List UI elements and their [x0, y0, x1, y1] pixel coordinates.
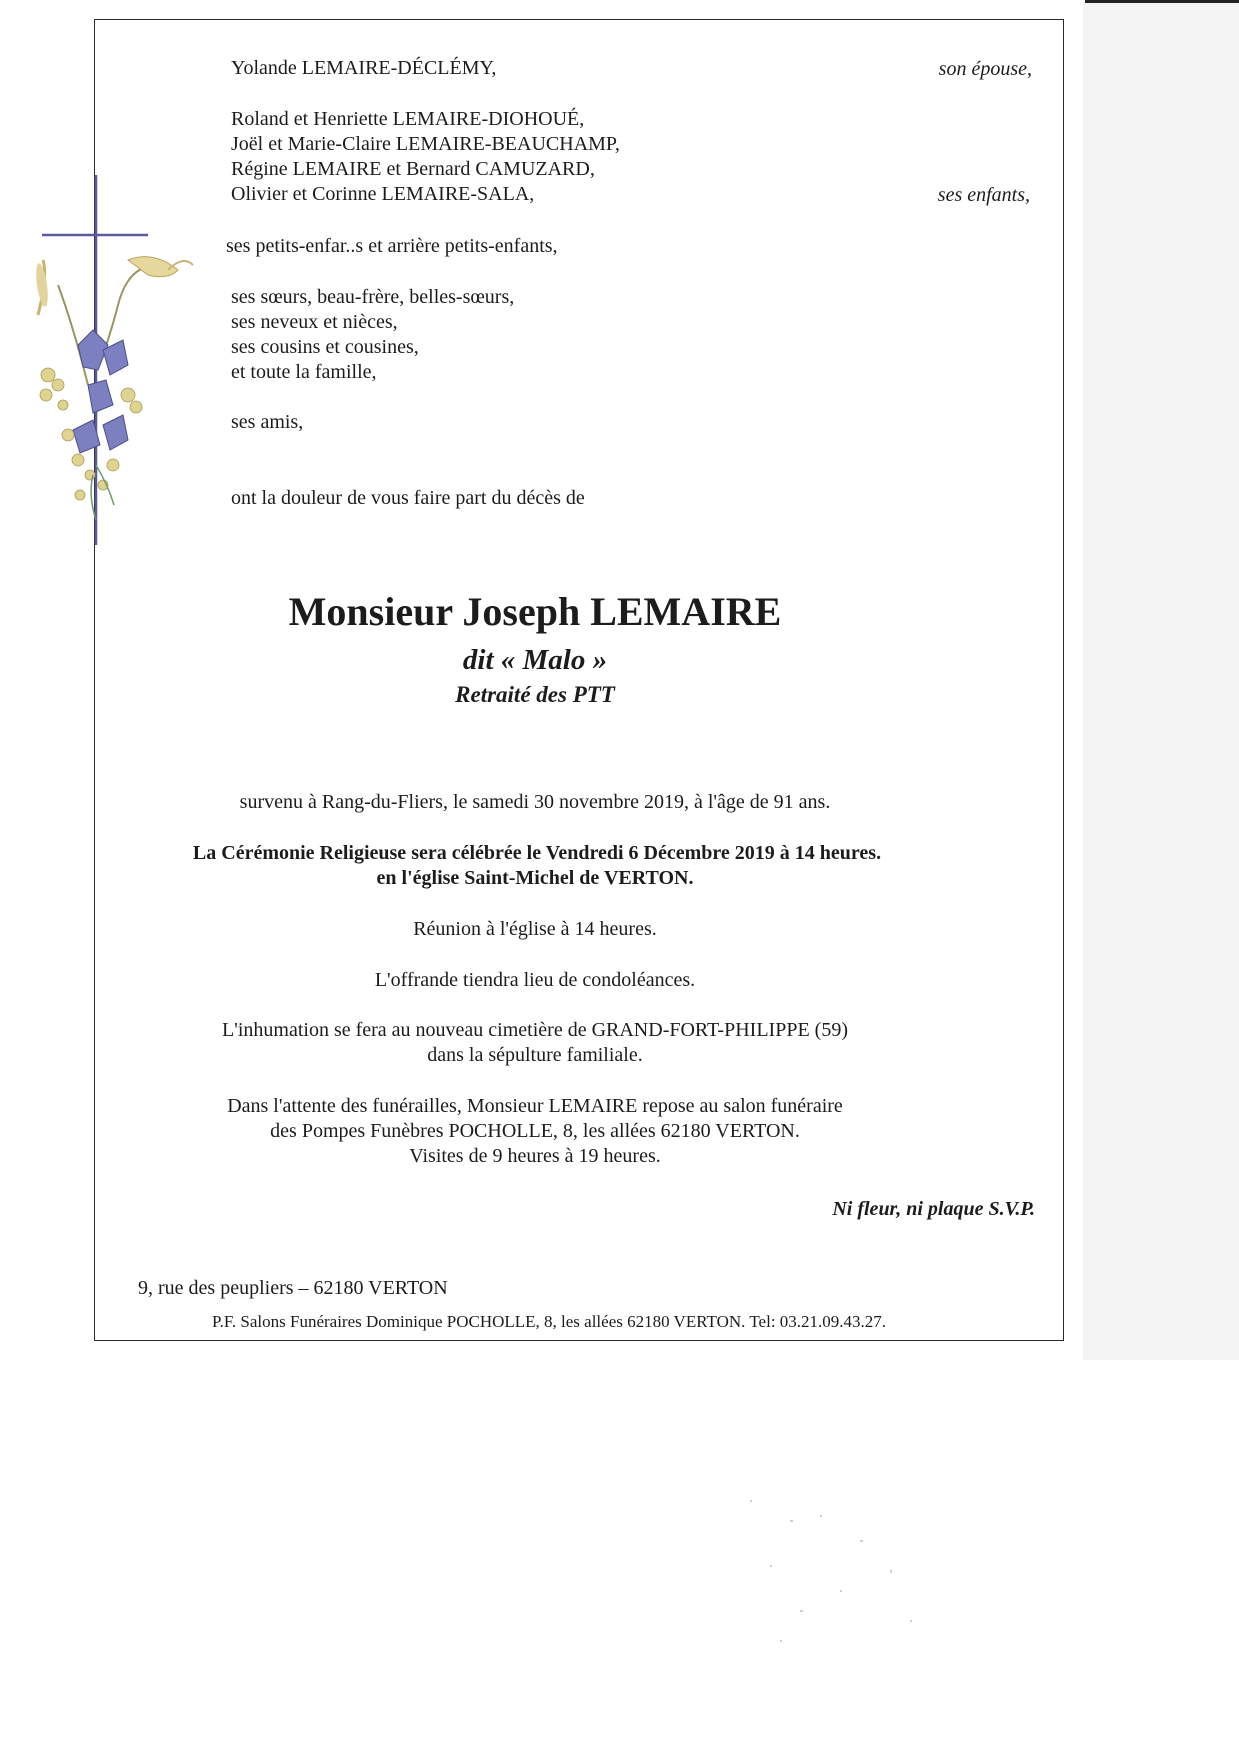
announcement-line: ont la douleur de vous faire part du décès de	[231, 487, 585, 509]
ceremony-line: La Cérémonie Religieuse sera célébrée le Vendredi 6 Décembre 2019 à 14 heures.	[192, 842, 882, 864]
relatives-line: ses neveux et nièces,	[231, 311, 398, 333]
deceased-occupation: Retraité des PTT	[455, 682, 615, 707]
scan-margin-shade	[1083, 0, 1239, 1360]
scan-noise	[730, 1480, 970, 1680]
child-line: Régine LEMAIRE et Bernard CAMUZARD,	[231, 158, 595, 180]
friends-line: ses amis,	[231, 411, 304, 433]
relatives-line: ses cousins et cousines,	[231, 336, 419, 358]
child-line: Roland et Henriette LEMAIRE-DIOHOUÉ,	[231, 108, 585, 130]
family-address: 9, rue des peupliers – 62180 VERTON	[138, 1277, 448, 1299]
wake-line: Dans l'attente des funérailles, Monsieur LEMAIRE repose au salon funéraire	[227, 1095, 843, 1117]
no-flowers-note: Ni fleur, ni plaque S.V.P.	[832, 1198, 1035, 1220]
funeral-home-credit: P.F. Salons Funéraires Dominique POCHOLLE, 8, les allées 62180 VERTON. Tel: 03.21.09.43.27.	[212, 1312, 887, 1331]
relatives-line: et toute la famille,	[231, 361, 377, 383]
offering-line: L'offrande tiendra lieu de condoléances.	[374, 969, 696, 991]
child-line: Olivier et Corinne LEMAIRE-SALA,	[231, 183, 535, 205]
wake-line-2: des Pompes Funèbres POCHOLLE, 8, les allées 62180 VERTON.	[270, 1120, 800, 1142]
death-line: survenu à Rang-du-Fliers, le samedi 30 novembre 2019, à l'âge de 91 ans.	[239, 791, 831, 813]
meeting-line: Réunion à l'église à 14 heures.	[413, 918, 657, 940]
deceased-name: Monsieur Joseph LEMAIRE	[288, 589, 782, 634]
deceased-nickname: dit « Malo »	[462, 644, 608, 676]
burial-line: L'inhumation se fera au nouveau cimetière de GRAND-FORT-PHILIPPE (59)	[222, 1019, 848, 1041]
visiting-hours: Visites de 9 heures à 19 heures.	[409, 1145, 661, 1167]
children-role: ses enfants,	[937, 184, 1030, 206]
child-line: Joël et Marie-Claire LEMAIRE-BEAUCHAMP,	[231, 133, 620, 155]
spouse-name: Yolande LEMAIRE-DÉCLÉMY,	[231, 57, 497, 79]
spouse-role: son épouse,	[938, 58, 1032, 80]
relatives-line: ses sœurs, beau-frère, belles-sœurs,	[231, 286, 515, 308]
burial-line-2: dans la sépulture familiale.	[427, 1044, 643, 1066]
ceremony-location: en l'église Saint-Michel de VERTON.	[376, 867, 694, 889]
cross-with-flowers-icon	[18, 175, 218, 555]
scan-edge-line	[1085, 0, 1239, 3]
grandchildren-line: ses petits-enfar..s et arrière petits-enfants,	[226, 235, 558, 257]
